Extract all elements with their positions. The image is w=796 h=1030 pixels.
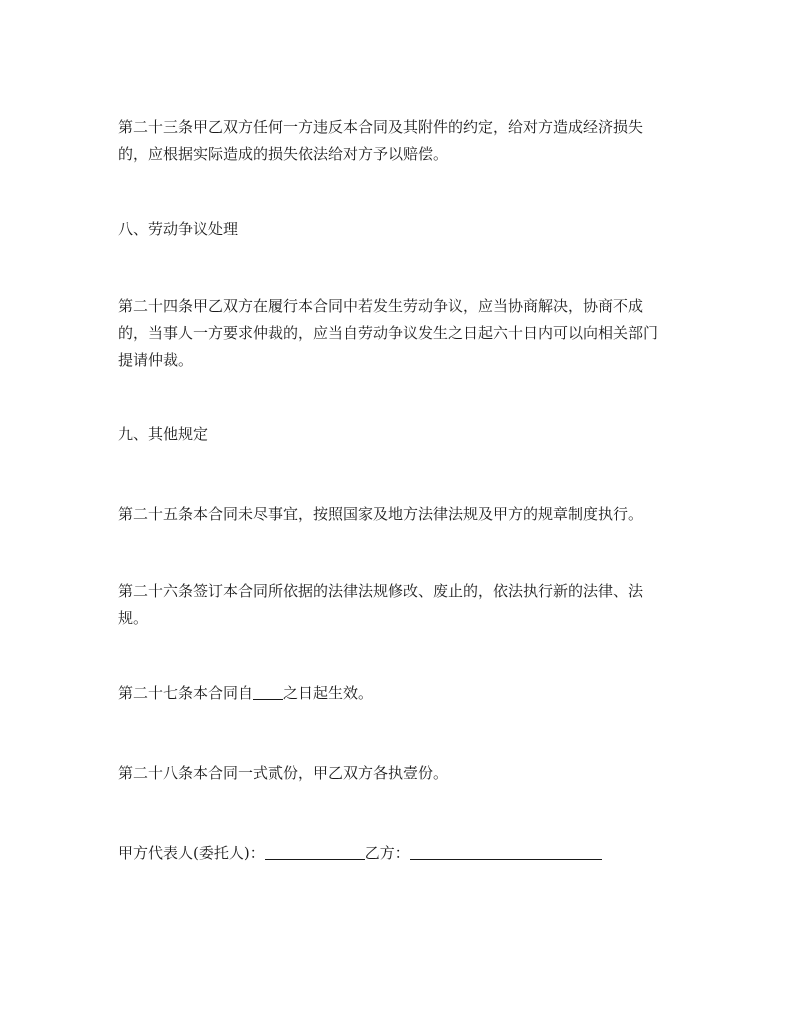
article-26-line-2: 规。	[118, 609, 149, 627]
article-26-line-1: 第二十六条签订本合同所依据的法律法规修改、废止的，依法执行新的法律、法	[118, 582, 644, 600]
article-23-line-2: 的，应根据实际造成的损失依法给对方予以赔偿。	[118, 145, 449, 163]
article-24-line-3: 提请仲裁。	[118, 351, 194, 369]
party-b-signature-blank	[410, 844, 602, 860]
party-a-label: 甲方代表人(委托人)：	[118, 844, 265, 862]
article-24	[118, 293, 684, 374]
article-27-text-before: 第二十七条本合同自	[118, 684, 254, 702]
signature-line	[118, 840, 684, 867]
article-23-line-1: 第二十三条甲乙双方任何一方违反本合同及其附件的约定，给对方造成经济损失	[118, 118, 644, 136]
article-28: 第二十八条本合同一式贰份，甲乙双方各执壹份。	[118, 764, 449, 782]
article-27	[118, 680, 684, 707]
effective-date-blank	[253, 684, 283, 700]
article-27-text-after: 之日起生效。	[283, 684, 374, 702]
party-b-label: 乙方：	[364, 844, 410, 862]
article-23	[118, 114, 684, 168]
section-9-heading: 九、其他规定	[118, 425, 209, 443]
article-24-line-1: 第二十四条甲乙双方在履行本合同中若发生劳动争议，应当协商解决，协商不成	[118, 297, 644, 315]
section-8-heading: 八、劳动争议处理	[118, 220, 239, 238]
article-26	[118, 578, 684, 632]
party-a-signature-blank	[265, 844, 365, 860]
article-25: 第二十五条本合同未尽事宜，按照国家及地方法律法规及甲方的规章制度执行。	[118, 505, 644, 523]
article-24-line-2: 的，当事人一方要求仲裁的，应当自劳动争议发生之日起六十日内可以向相关部门	[118, 324, 659, 342]
